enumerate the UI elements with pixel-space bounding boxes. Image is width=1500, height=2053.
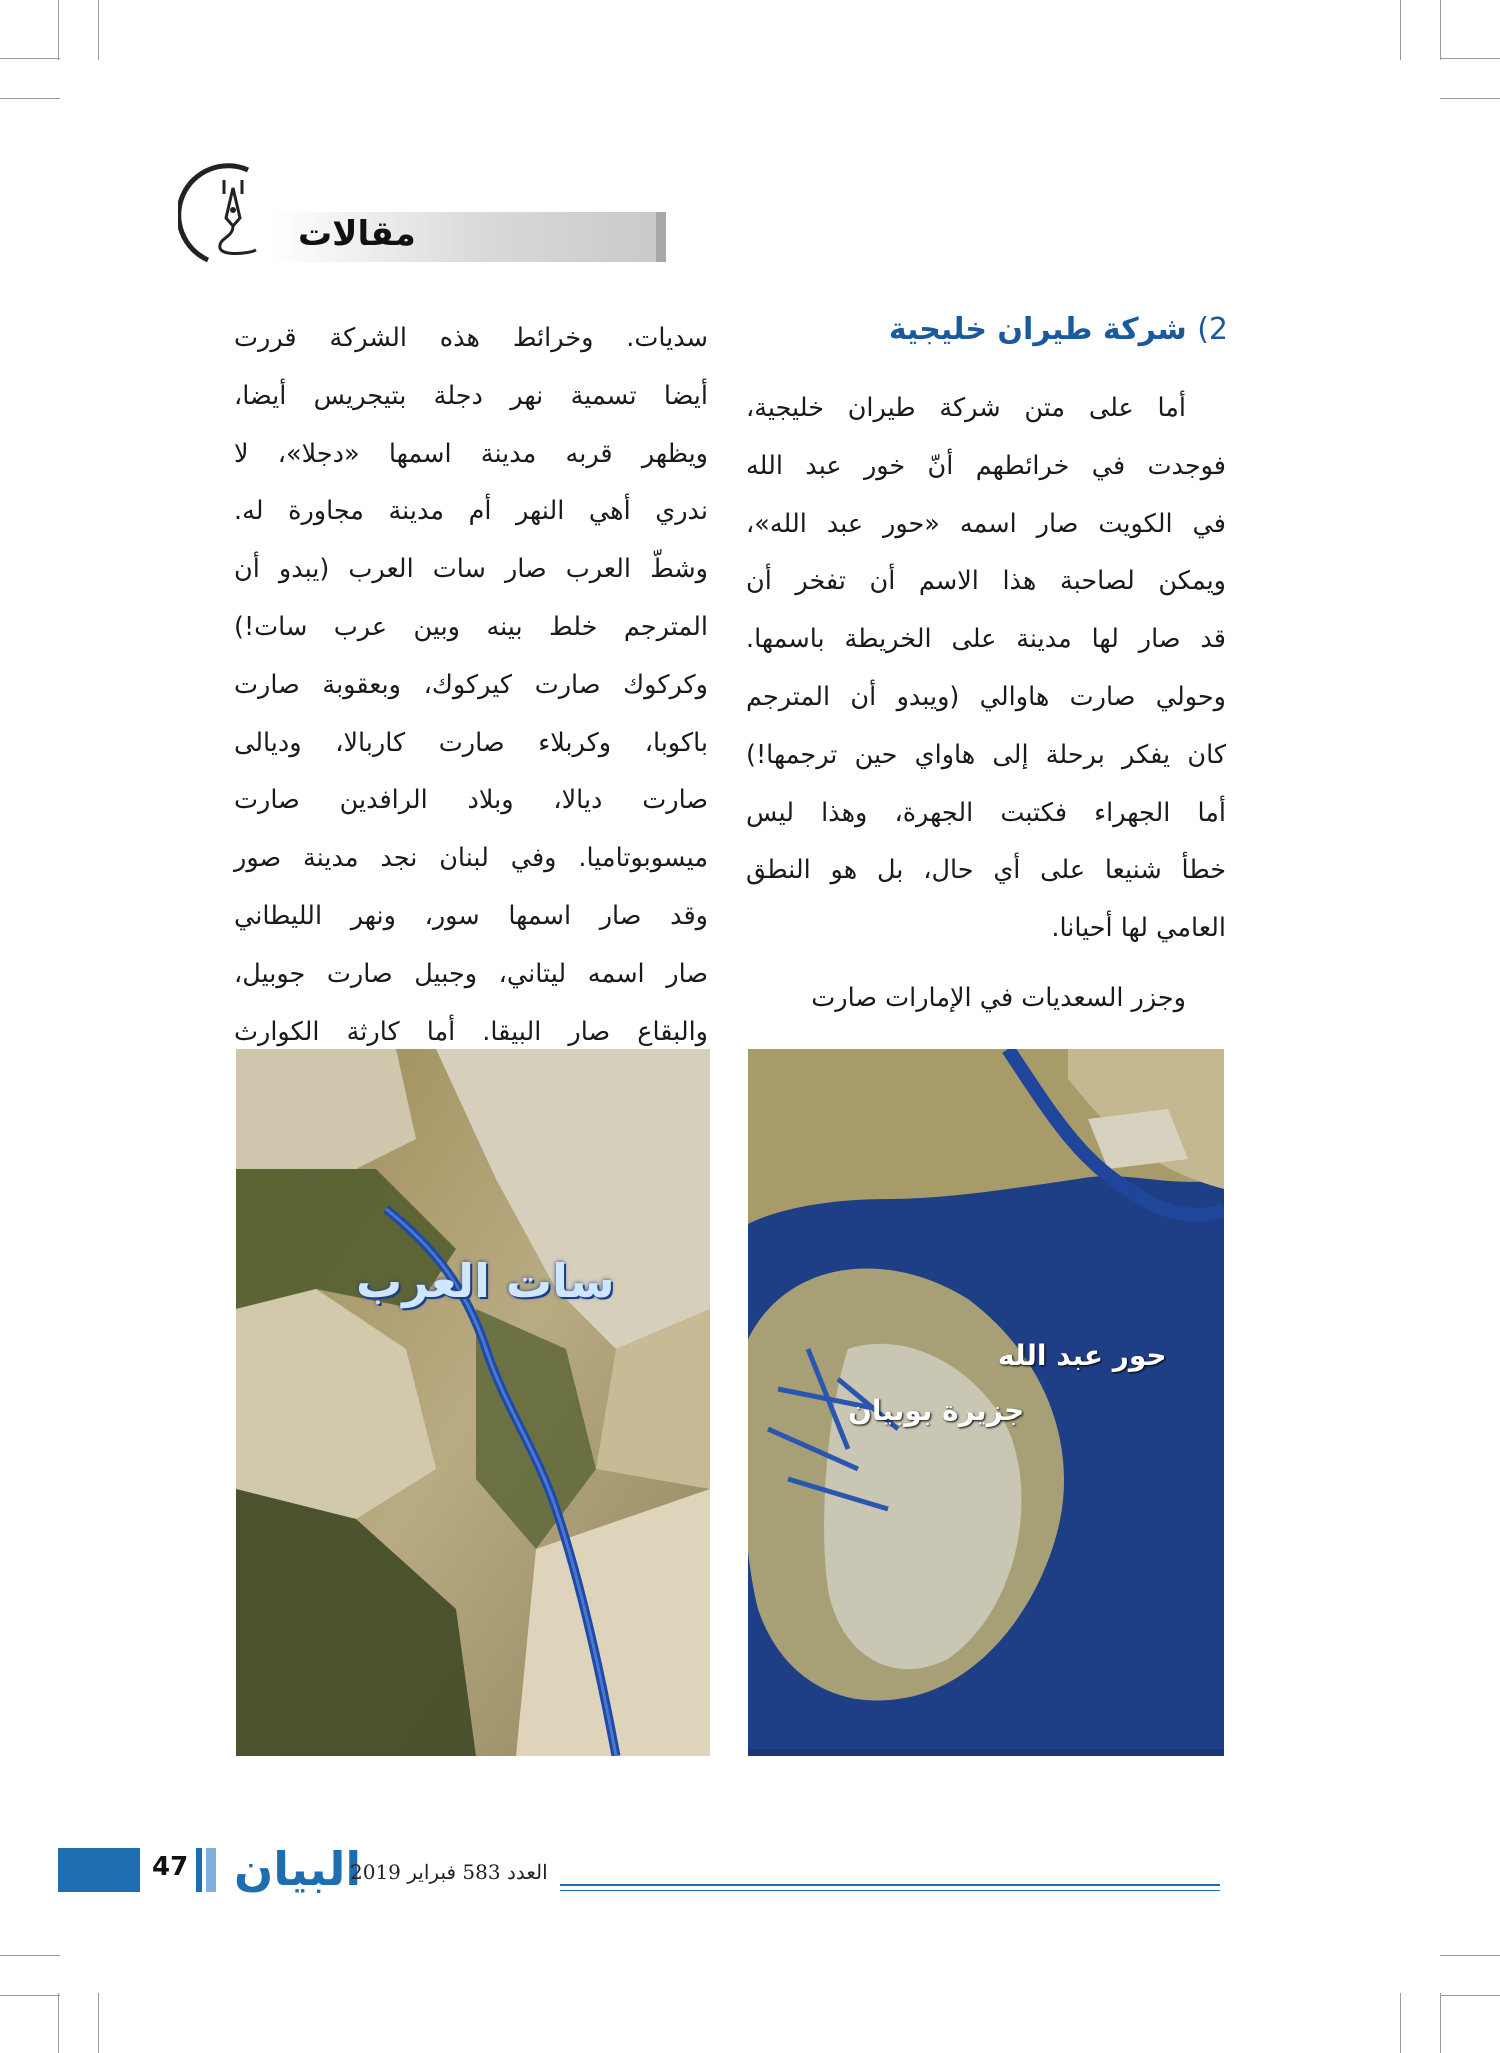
text-line: كان يفكر برحلة إلى هاواي حين ترجمها!) <box>746 739 1226 770</box>
crop-mark <box>1440 98 1500 99</box>
crop-mark <box>0 58 60 59</box>
issue-info: العدد 583 فبراير 2019 <box>350 1860 548 1884</box>
text-line: أيضا تسمية نهر دجلة بتيجريس أيضا، <box>234 380 708 411</box>
text-line: سديات. وخرائط هذه الشركة قررت <box>234 323 708 353</box>
text-line: وجزر السعديات في الإمارات صارت <box>811 982 1186 1013</box>
crop-mark <box>0 98 60 99</box>
map-photo-bubiyan <box>748 1049 1224 1756</box>
page-footer <box>0 1840 1500 1920</box>
section-bar-edge <box>656 212 666 262</box>
text-line: ندري أهي النهر أم مدينة مجاورة له. <box>234 496 708 527</box>
footer-rule <box>560 1890 1220 1891</box>
section-title: مقالات <box>298 214 416 254</box>
text-line: باكوبا، وكربلاء صارت كاربالا، وديالى <box>234 727 708 758</box>
text-line: صار اسمه ليتاني، وجبيل صارت جوبيل، <box>234 958 708 989</box>
crop-mark <box>98 0 99 60</box>
text-line: ويمكن لصاحبة هذا الاسم أن تفخر أن <box>746 566 1226 597</box>
article-subheading <box>889 312 1228 347</box>
crop-mark <box>1440 1995 1500 1996</box>
text-line: صارت ديالا، وبلاد الرافدين صارت <box>234 785 708 816</box>
map-label-khor-abdullah: حور عبد الله <box>998 1339 1167 1372</box>
crop-mark <box>0 1995 60 1996</box>
page-number: 47 <box>152 1852 189 1882</box>
text-line: وكركوك صارت كيركوك، وبعقوبة صارت <box>234 669 708 700</box>
text-line: العامي لها أحيانا. <box>1051 913 1226 944</box>
crop-mark <box>1400 0 1401 60</box>
crop-mark <box>1440 0 1441 60</box>
text-column-right <box>746 380 1226 1028</box>
crop-mark <box>98 1993 99 2053</box>
subheading-number: 2) <box>1197 312 1228 347</box>
paragraph <box>746 380 1226 958</box>
crop-mark <box>1440 1993 1441 2053</box>
crop-mark <box>1440 1955 1500 1956</box>
crop-mark <box>1400 1993 1401 2053</box>
section-header <box>178 158 508 270</box>
text-line: ميسوبوتاميا. وفي لبنان نجد مدينة صور <box>234 843 708 874</box>
text-line: ويظهر قربه مدينة اسمها «دجلا»، لا <box>234 438 708 469</box>
footer-rule <box>560 1884 1220 1886</box>
footer-color-block <box>58 1848 140 1892</box>
text-line: أما الجهراء فكتبت الجهرة، وهذا ليس <box>746 797 1226 828</box>
pen-nib-icon <box>178 158 288 268</box>
text-line: والبقاع صار البيقا. أما كارثة الكوارث <box>234 1016 708 1047</box>
text-line: وشطّ العرب صار سات العرب (يبدو أن <box>234 554 708 585</box>
text-column-left <box>234 310 708 1061</box>
text-line: خطأ شنيعا على أي حال، بل هو النطق <box>746 855 1226 886</box>
crop-mark <box>0 1955 60 1956</box>
text-line: أما على متن شركة طيران خليجية، <box>746 393 1186 423</box>
text-line: قد صار لها مدينة على الخريطة باسمها. <box>746 624 1226 655</box>
subheading-text: شركة طيران خليجية <box>888 312 1187 347</box>
crop-mark <box>58 1993 59 2053</box>
text-line: وقد صار اسمها سور، ونهر الليطاني <box>234 900 708 931</box>
text-line: في الكويت صار اسمه «حور عبد الله»، <box>746 508 1226 539</box>
paragraph <box>746 970 1226 1028</box>
text-line: المترجم خلط بينه وبين عرب سات!) <box>234 611 708 642</box>
crop-mark <box>1440 58 1500 59</box>
map-label-bubiyan: جزيرة بوبيان <box>848 1394 1025 1427</box>
map-label-shatt: سات العرب <box>356 1254 615 1308</box>
magazine-logo: البيان <box>234 1842 362 1896</box>
text-line: وحولي صارت هاوالي (ويبدو أن المترجم <box>746 681 1226 712</box>
text-line: فوجدت في خرائطهم أنّ خور عبد الله <box>746 450 1226 481</box>
map-photo-shatt-al-arab <box>236 1049 710 1756</box>
crop-mark <box>58 0 59 60</box>
